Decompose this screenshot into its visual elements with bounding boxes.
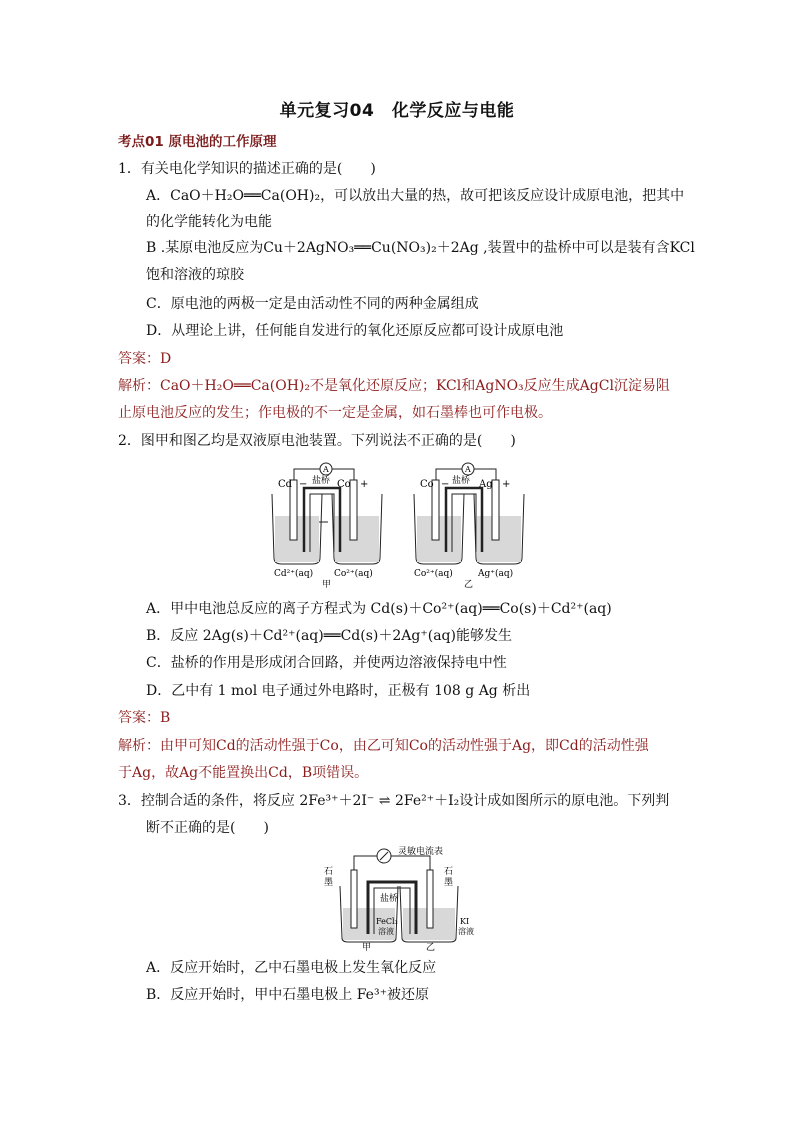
- jia-plus: +: [360, 479, 369, 490]
- q1-explanation-line2: 止原电池反应的发生；作电极的不一定是金属，如石墨棒也可作电极。: [118, 405, 552, 421]
- section-heading: 考点01 原电池的工作原理: [118, 134, 277, 150]
- q2-option-a: A．甲中电池总反应的离子方程式为 Cd(s)＋Co²⁺(aq)══Co(s)＋Cd²⁺(aq): [146, 601, 612, 617]
- q3-stem-line2: 断不正确的是( ): [146, 820, 269, 836]
- q2-option-d: D．乙中有 1 mol 电子通过外电路时，正极有 108 g Ag 析出: [146, 683, 531, 699]
- q3-stem-line1: 3．控制合适的条件，将反应 2Fe³⁺＋2I⁻ ⇌ 2Fe²⁺＋I₂设计成如图所示的原电池。下列判: [118, 793, 670, 809]
- q1-answer: 答案：D: [118, 351, 172, 367]
- q2-explanation-line1: 解析：由甲可知Cd的活动性强于Co，由乙可知Co的活动性强于Ag，即Cd的活动性强: [118, 738, 649, 754]
- q3-option-a: A．反应开始时，乙中石墨电极上发生氧化反应: [146, 960, 437, 976]
- jia-electrode-left: Cd: [278, 479, 293, 490]
- jia-solution-right: Co²⁺(aq): [334, 569, 373, 579]
- q2-figure: [268, 460, 528, 588]
- yi-caption: 乙: [464, 580, 474, 588]
- q3-caption-left: 甲: [362, 943, 372, 952]
- yi-bridge-label: 盐桥: [452, 476, 471, 486]
- graphite-left-1: 石: [324, 867, 334, 877]
- q1-option-a-line1: A．CaO＋H₂O══Ca(OH)₂，可以放出大量的热，故可把该反应设计成原电池，把其中: [146, 188, 685, 204]
- q2-stem: 2．图甲和图乙均是双液原电池装置。下列说法不正确的是( ): [118, 433, 516, 449]
- yi-electrode-right: Ag: [479, 479, 493, 490]
- jia-minus: −: [299, 479, 308, 490]
- solution-left-1: FeCl₃: [376, 917, 398, 926]
- yi-solution-left: Co²⁺(aq): [414, 569, 453, 579]
- graphite-right-2: 墨: [444, 878, 454, 888]
- q2-option-c: C．盐桥的作用是形成闭合回路，并使两边溶液保持电中性: [146, 655, 507, 671]
- solution-right-2: 溶液: [458, 927, 474, 936]
- yi-minus: −: [441, 479, 450, 490]
- yi-electrode-left: Co: [420, 479, 434, 490]
- yi-plus: +: [502, 479, 511, 490]
- solution-right-1: KI: [460, 917, 470, 926]
- jia-caption: 甲: [322, 580, 332, 588]
- graphite-left-2: 墨: [324, 878, 334, 888]
- solution-left-2: 溶液: [378, 927, 394, 936]
- jia-electrode-right: Co: [337, 479, 351, 490]
- yi-solution-right: Ag⁺(aq): [478, 569, 514, 579]
- jia-meter-label: A: [323, 465, 329, 474]
- q3-bridge-label: 盐桥: [380, 894, 399, 904]
- q1-option-c: C．原电池的两极一定是由活动性不同的两种金属组成: [146, 296, 479, 312]
- yi-meter-label: A: [465, 465, 471, 474]
- q2-answer: 答案：B: [118, 710, 171, 726]
- q3-caption-right: 乙: [426, 943, 436, 952]
- galvanometer-label: 灵敏电流表: [398, 847, 444, 857]
- q2-option-b: B．反应 2Ag(s)＋Cd²⁺(aq)══Cd(s)＋2Ag⁺(aq)能够发生: [146, 628, 512, 644]
- q1-explanation-line1: 解析：CaO＋H₂O══Ca(OH)₂不是氧化还原反应；KCl和AgNO₃反应生成AgCl沉淀易阻: [118, 378, 670, 394]
- jia-bridge-label: 盐桥: [312, 476, 331, 486]
- jia-solution-left: Cd²⁺(aq): [274, 569, 314, 579]
- q1-option-d: D．从理论上讲，任何能自发进行的氧化还原反应都可设计成原电池: [146, 323, 564, 339]
- q2-explanation-line2: 于Ag，故Ag不能置换出Cd，B项错误。: [118, 765, 369, 781]
- q1-stem: 1．有关电化学知识的描述正确的是( ): [118, 161, 376, 177]
- q3-figure: [318, 842, 478, 952]
- q1-option-a-line2: 的化学能转化为电能: [146, 214, 272, 230]
- q1-option-b-line2: 饱和溶液的琼胶: [146, 267, 244, 283]
- q1-option-b-line1: B .某原电池反应为Cu＋2AgNO₃══Cu(NO₃)₂＋2Ag ,装置中的盐桥中可以是装有含KCl: [146, 240, 695, 256]
- q3-option-b: B．反应开始时，甲中石墨电极上 Fe³⁺被还原: [146, 987, 429, 1003]
- page-title: 单元复习04 化学反应与电能: [279, 101, 515, 121]
- graphite-right-1: 石: [444, 867, 454, 877]
